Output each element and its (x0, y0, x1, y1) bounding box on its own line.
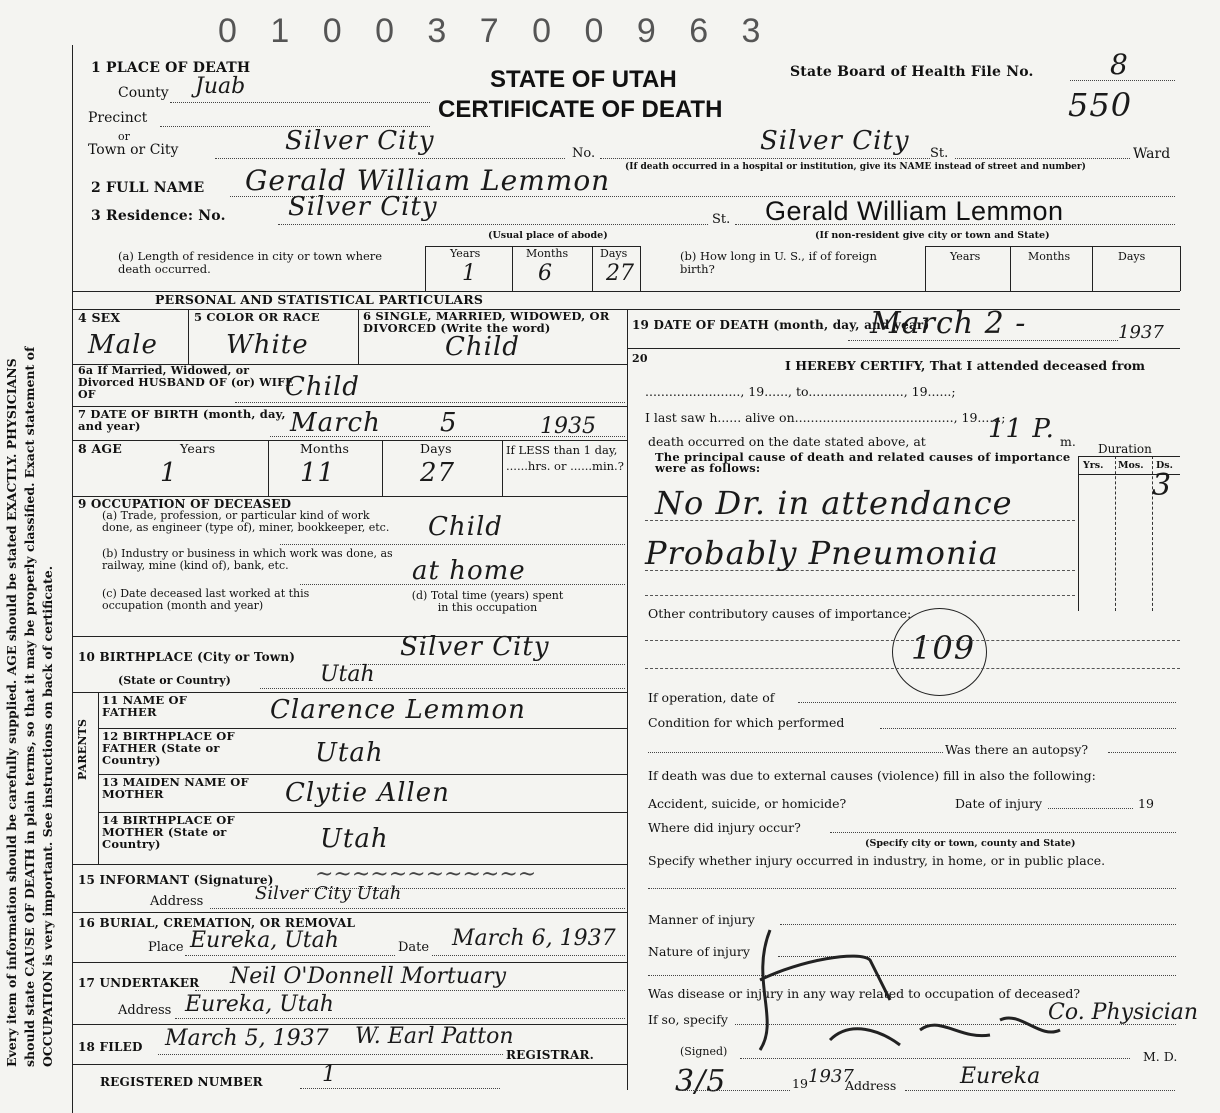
margin-line-2: should state CAUSE OF DEATH in plain terms, so that it may be properly classified. Exact statement of (22, 346, 37, 1067)
md-label: M. D. (1143, 1049, 1178, 1064)
dob-label: 7 DATE OF BIRTH (month, day, and year) (78, 407, 286, 433)
dob-day: 5 (440, 408, 458, 438)
specify-city-note: (Specify city or town, county and State) (865, 838, 1076, 849)
marital-label: 6 SINGLE, MARRIED, WIDOWED, OR DIVORCED (Write the word) (363, 309, 610, 335)
ward-label: Ward (1133, 146, 1171, 162)
us-residence-label: (b) How long in U. S., if of foreign birth? (680, 249, 877, 276)
registrar-label: REGISTRAR. (506, 1048, 595, 1062)
parents-label: PARENTS (76, 718, 89, 780)
duration-mos-label: Mos. (1118, 460, 1144, 471)
signature-address-label: Address (845, 1078, 897, 1093)
age-days-value: 27 (420, 458, 456, 488)
occupation-b-value: at home (412, 556, 526, 586)
undertaker-address-value: Eureka, Utah (185, 992, 334, 1017)
burial-place-value: Eureka, Utah (190, 928, 339, 953)
burial-date-label: Date (398, 940, 430, 955)
birthplace-label: 10 BIRTHPLACE (City or Town) (78, 650, 296, 664)
age-days-label: Days (420, 441, 452, 456)
signature-year: 1937 (808, 1066, 854, 1087)
center-divider (627, 310, 628, 1090)
date-of-death-value: March 2 - (870, 306, 1027, 341)
mother-birthplace-value: Utah (320, 824, 389, 854)
marital-value: Child (445, 332, 520, 362)
informant-label: 15 INFORMANT (Signature) (78, 873, 274, 887)
certificate-number: 0 1 0 0 3 7 0 0 9 6 3 (218, 12, 773, 50)
stamped-name: Gerald William Lemmon (765, 196, 1064, 226)
contributory-label: Other contributory causes of importance: (648, 606, 912, 621)
occupation-b-label: (b) Industry or business in which work was done, as railway, mine (kind of), bank, etc. (102, 547, 393, 572)
birthplace-value: Silver City (400, 632, 550, 662)
sex-label: 4 SEX (78, 310, 121, 325)
res-years-value: 1 (462, 261, 476, 286)
place-of-death-heading: 1 PLACE OF DEATH (91, 60, 251, 76)
attended-dates: ........................, 19......, to........................, 19......; (645, 384, 956, 399)
external-causes-label: If death was due to external causes (violence) fill in also the following: (648, 768, 1096, 783)
registered-number-label: REGISTERED NUMBER (100, 1075, 263, 1089)
cause-1: No Dr. in attendance (655, 484, 1013, 522)
specify-industry-label: Specify whether injury occurred in industry, in home, or in public place. (648, 853, 1106, 868)
occupation-a-label: (a) Trade, profession, or particular kind of work done, as engineer (type of), miner, bookkeeper, etc. (102, 509, 390, 534)
occupation-heading: 9 OCCUPATION OF DECEASED (78, 497, 292, 511)
residence-st-label: St. (712, 212, 731, 227)
length-residence-label: (a) Length of residence in city or town where death occurred. (118, 249, 383, 276)
file-number-label: State Board of Health File No. (790, 64, 1034, 80)
color-value: White (226, 330, 309, 360)
last-saw: I last saw h...... alive on........................................, 19......; (645, 410, 1006, 425)
form-left-border (72, 45, 73, 1113)
m-label: m. (1060, 434, 1076, 449)
less-than-label: If LESS than 1 day, ......hrs. or ......min.? (506, 443, 624, 473)
res-years-label: Years (450, 247, 481, 260)
age-years-label: Years (180, 441, 216, 456)
circled-number (892, 608, 987, 696)
father-birthplace-value: Utah (315, 738, 384, 768)
hospital-note: (If death occurred in a hospital or institution, give its NAME instead of street and number) (625, 162, 1086, 172)
birth-state-label: (State or Country) (118, 674, 231, 687)
if-so-label: If so, specify (648, 1012, 728, 1027)
nature-label: Nature of injury (648, 944, 750, 959)
town-value: Silver City (285, 126, 435, 156)
occupation-c-label: (c) Date deceased last worked at this occupation (month and year) (102, 587, 310, 612)
cause-2: Probably Pneumonia (645, 534, 999, 572)
undertaker-value: Neil O'Donnell Mortuary (230, 964, 507, 989)
father-birthplace-label: 12 BIRTHPLACE OF FATHER (State or Country) (102, 729, 235, 767)
undertaker-address-label: Address (118, 1003, 172, 1018)
date-injury-label: Date of injury (955, 796, 1043, 811)
duration-ds-label: Ds. (1156, 460, 1173, 471)
cause-label: The principal cause of death and related causes of importance were as follows: (655, 450, 1071, 475)
filed-label: 18 FILED (78, 1040, 143, 1054)
autopsy-label: Was there an autopsy? (945, 742, 1089, 757)
mother-birthplace-label: 14 BIRTHPLACE OF MOTHER (State or Country) (102, 813, 235, 851)
occupation-d-label: (d) Total time (years) spent in this occupation (411, 589, 564, 614)
physician-signature-svg (740, 920, 1070, 1060)
filed-value: March 5, 1937 (165, 1026, 329, 1051)
manner-label: Manner of injury (648, 912, 755, 927)
margin-instructions (3, 67, 57, 1067)
certificate-title: CERTIFICATE OF DEATH (438, 96, 723, 123)
st-label: St. (930, 146, 949, 161)
color-label: 5 COLOR OR RACE (194, 310, 320, 324)
certify-number: 20 (632, 352, 648, 365)
signature-century: 19 (792, 1076, 808, 1091)
res-months-value: 6 (538, 261, 552, 286)
dob-year: 1935 (540, 414, 596, 439)
signed-label: (Signed) (680, 1045, 728, 1058)
res-days-value: 27 (606, 261, 634, 286)
nonresident-note: (If non-resident give city or town and State) (815, 230, 1050, 241)
registrar-signature: W. Earl Patton (355, 1024, 514, 1049)
physician-title: Co. Physician (1048, 1000, 1199, 1025)
mother-label: 13 MAIDEN NAME OF MOTHER (102, 775, 249, 801)
burial-label: 16 BURIAL, CREMATION, OR REMOVAL (78, 916, 356, 930)
informant-address-value: Silver City Utah (255, 883, 402, 904)
town-label: Town or City (88, 142, 179, 158)
condition-label: Condition for which performed (648, 715, 845, 730)
undertaker-label: 17 UNDERTAKER (78, 976, 200, 990)
registered-number-value: 1 (322, 1062, 336, 1087)
precinct-label: Precinct (88, 110, 148, 126)
res-months-label: Months (526, 247, 569, 260)
age-months-value: 11 (300, 458, 336, 488)
operation-label: If operation, date of (648, 690, 775, 705)
death-occurred-label: death occurred on the date stated above, at (648, 434, 926, 449)
us-years-label: Years (950, 250, 981, 263)
death-time: 11 P. (988, 414, 1055, 444)
personal-section-heading: PERSONAL AND STATISTICAL PARTICULARS (155, 292, 484, 307)
father-label: 11 NAME OF FATHER (102, 693, 188, 719)
father-value: Clarence Lemmon (270, 695, 526, 725)
abode-note: (Usual place of abode) (488, 230, 608, 241)
certify-statement: I HEREBY CERTIFY, That I attended deceased from (785, 358, 1146, 373)
us-months-label: Months (1028, 250, 1071, 263)
res-days-label: Days (600, 247, 628, 260)
spouse-value: Child (285, 372, 360, 402)
full-name-value: Gerald William Lemmon (245, 164, 611, 197)
file-number-extra: 550 (1068, 86, 1133, 124)
residence-value: Silver City (288, 192, 438, 222)
accident-label: Accident, suicide, or homicide? (648, 796, 847, 811)
spouse-label: 6a If Married, Widowed, or Divorced HUSBAND OF (or) WIFE OF (78, 364, 294, 401)
injury-year: 19 (1138, 796, 1154, 811)
sex-value: Male (88, 330, 158, 360)
mother-value: Clytie Allen (285, 778, 450, 808)
informant-address-label: Address (150, 894, 204, 909)
duration-yrs-label: Yrs. (1083, 460, 1104, 471)
age-months-label: Months (300, 441, 350, 456)
burial-place-label: Place (148, 940, 184, 955)
no-label: No. (572, 146, 596, 161)
date-of-death-label: 19 DATE OF DEATH (month, day, and year) (632, 318, 930, 332)
age-label: 8 AGE (78, 441, 122, 456)
occupation-related-label: Was disease or injury in any way related to occupation of deceased? (648, 986, 1081, 1001)
margin-line-3: OCCUPATION is very important. See instructions on back of certificate. (40, 565, 55, 1067)
occupation-a-value: Child (428, 512, 503, 542)
duration-label: Duration (1098, 442, 1152, 456)
where-injury-label: Where did injury occur? (648, 820, 801, 835)
birth-state-value: Utah (320, 662, 375, 687)
margin-line-1: Every item of information should be carefully supplied. AGE should be stated EXACTLY. PHYSICIANS (4, 358, 19, 1067)
signature-date: 3/5 (675, 1064, 727, 1099)
duration-days-value: 3 (1152, 468, 1173, 503)
or-label: or (118, 130, 130, 143)
file-number: 8 (1110, 48, 1129, 81)
signature-address-value: Eureka (960, 1064, 1041, 1089)
state-title: STATE OF UTAH (490, 66, 677, 93)
physician-signature (740, 920, 1070, 1060)
residence-label: 3 Residence: No. (91, 208, 226, 224)
us-days-label: Days (1118, 250, 1146, 263)
age-years-value: 1 (160, 458, 178, 488)
full-name-label: 2 FULL NAME (91, 180, 205, 196)
informant-signature: ~~~~~~~~~~~~ (315, 862, 537, 887)
street-value: Silver City (760, 126, 910, 156)
county-value: Juab (195, 74, 246, 99)
date-of-death-year: 1937 (1118, 322, 1164, 343)
county-label: County (118, 85, 169, 101)
burial-date-value: March 6, 1937 (452, 926, 616, 951)
circled-number-text: 109 (911, 629, 976, 667)
dob-month: March (290, 408, 381, 438)
